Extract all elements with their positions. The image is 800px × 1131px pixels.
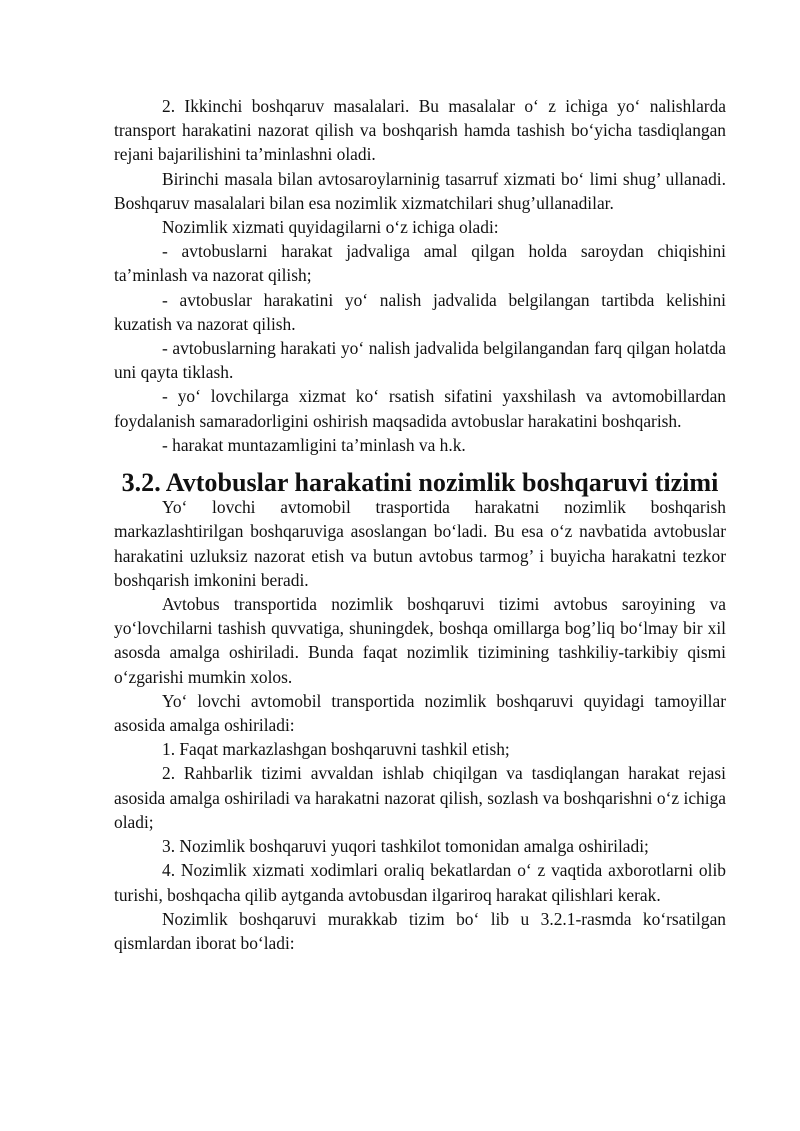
list-item-arrival-monitoring: - avtobuslar harakatini yo‘ nalish jadvalida belgilangan tartibda kelishini kuzatish va nazorat qilish. [114,289,726,334]
list-item-service-quality: - yo‘ lovchilarga xizmat ko‘ rsatish sifatini yaxshilash va avtomobillardan foydalanish samaradorligini oshirish maqsadida avtobuslar harakatini boshqarish. [114,386,726,431]
paragraph-uniform-basis: Avtobus transportida nozimlik boshqaruvi tizimi avtobus saroyining va yo‘lovchilarni tashish quvvatiga, shuningdek, boshqa omillarga bog’liq bo‘lmay bir xil asosda amalga oshiriladi. Bunda faqat nozimlik tizimining tashkiliy-tarkibiy qismi o‘zgarishi mumkin xolos. [114,594,726,687]
paragraph-control-tasks: 2. Ikkinchi boshqaruv masalalari. Bu masalalar o‘ z ichiga yo‘ nalishlarda transport harakatini nazorat qilish va boshqarish hamda tashish bo‘yicha tasdiqlangan rejani bajarilishini ta’minlashni oladi. [114,96,726,165]
paragraph-first-task: Birinchi masala bilan avtosaroylarninig tasarruf xizmati bo‘ limi shug’ ullanadi. Boshqaruv masalalari bilan esa nozimlik xizmatchilari shug’ullanadilar. [114,168,726,213]
principle-item-1: 1. Faqat markazlashgan boshqaruvni tashkil etish; [162,739,510,760]
paragraph-principles-intro: Yo‘ lovchi avtomobil transportida nozimlik boshqaruvi quyidagi tamoyillar asosida amalga oshiriladi: [114,690,726,736]
principle-item-4: 4. Nozimlik xizmati xodimlari oraliq bekatlardan o‘ z vaqtida axborotlarni olib turishi, boshqacha qilib aytganda avtobusdan ilgariroq harakat qilishlari kerak. [114,860,726,905]
list-item-departure-control: - avtobuslarni harakat jadvaliga amal qilgan holda saroydan chiqishini ta’minlash va nazorat qilish; [114,241,726,286]
principle-item-2: 2. Rahbarlik tizimi avvaldan ishlab chiqilgan va tasdiqlangan harakat rejasi asosida amalga oshiriladi va harakatni nazorat qilish, sozlash va boshqarishni o‘z ichiga oladi; [114,763,726,832]
section-heading: 3.2. Avtobuslar harakatini nozimlik boshqaruvi tizimi [121,468,719,498]
paragraph-service-includes: Nozimlik xizmati quyidagilarni o‘z ichiga oladi: [162,217,499,238]
list-item-regularity: - harakat muntazamligini ta’minlash va h.k. [162,434,466,455]
principle-item-3: 3. Nozimlik boshqaruvi yuqori tashkilot tomonidan amalga oshiriladi; [162,836,649,857]
document-page [114,94,726,955]
paragraph-centralized-control: Yo‘ lovchi avtomobil trasportida harakatni nozimlik boshqarish markazlashtirilgan boshqaruviga asoslangan bo‘ladi. Bu esa o‘z navbatida avtobuslar harakatini uzluksiz nazorat etish va butun avtobus tarmog’ i buyicha harakatni tezkor boshqarish imkonini beradi. [114,497,726,590]
list-item-schedule-restore: - avtobuslarning harakati yo‘ nalish jadvalida belgilangandan farq qilgan holatda uni qayta tiklash. [114,338,726,383]
paragraph-system-parts: Nozimlik boshqaruvi murakkab tizim bo‘ lib u 3.2.1-rasmda ko‘rsatilgan qismlardan iborat bo‘ladi: [114,908,726,953]
